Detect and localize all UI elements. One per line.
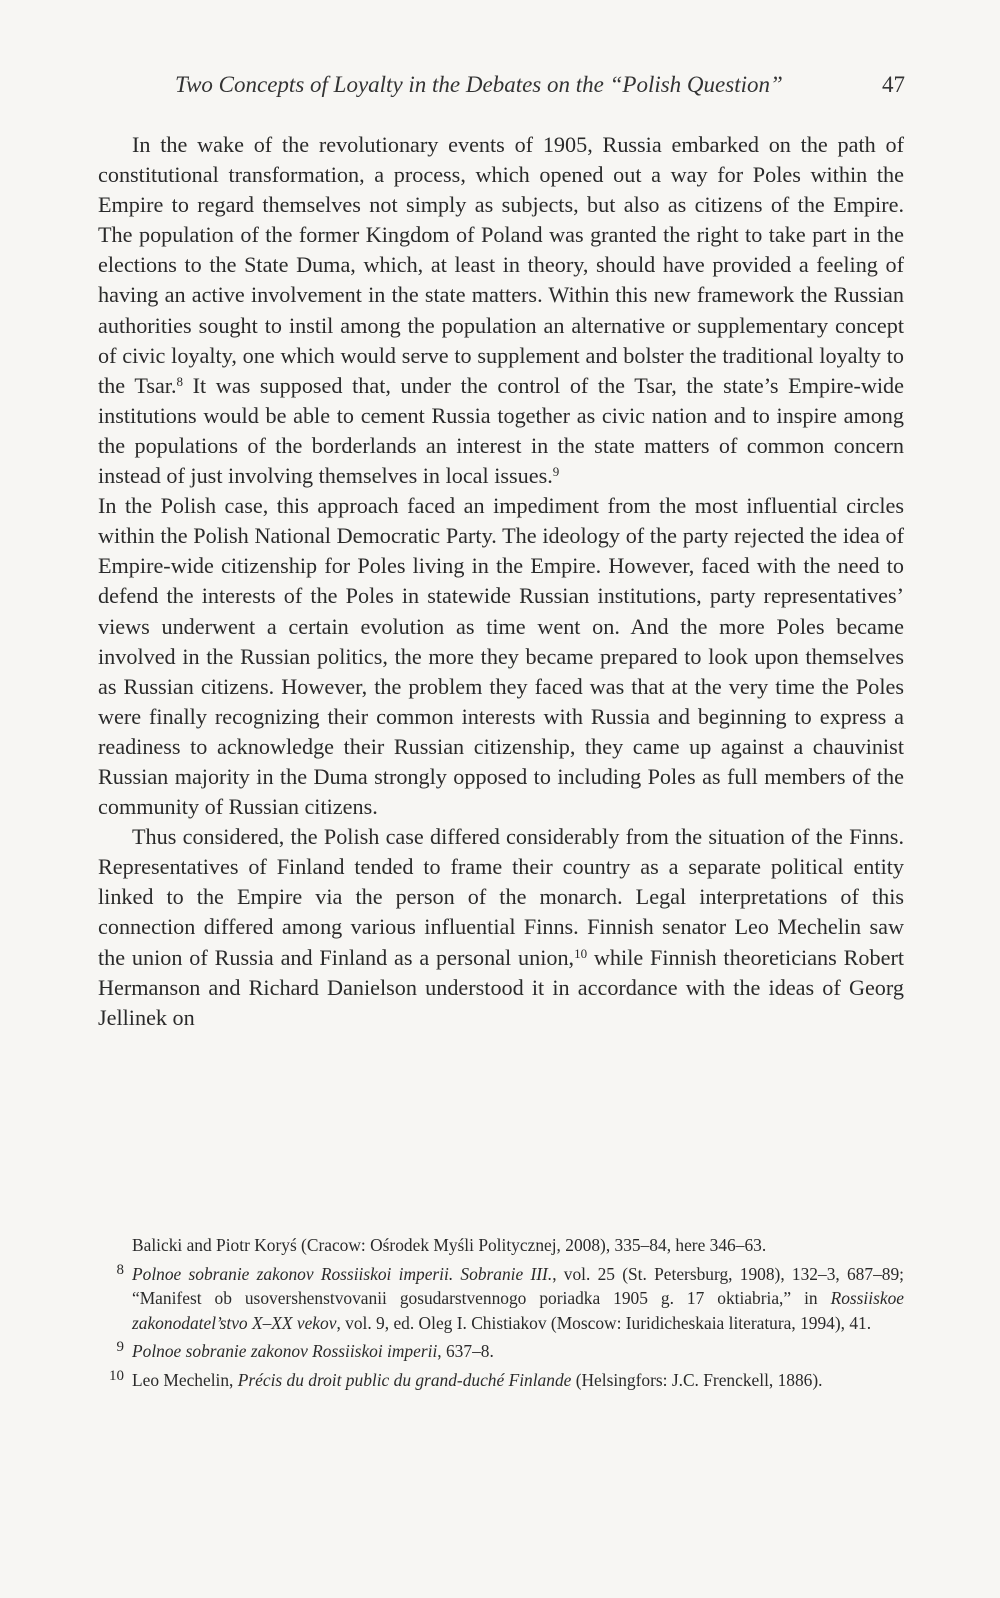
- footnote-number: 9: [116, 1339, 124, 1355]
- page-number: 47: [882, 72, 905, 97]
- running-title: Two Concepts of Loyalty in the Debates on the “Polish Question”: [175, 72, 783, 97]
- running-header: [175, 72, 905, 102]
- footnote-9: 9 Polnoe sobranie zakonov Rossiiskoi imperii, 637–8.: [98, 1339, 904, 1364]
- footnotes: [98, 1233, 904, 1396]
- footnote-ref-10[interactable]: 10: [574, 945, 588, 961]
- footnote-ref-9[interactable]: 9: [552, 464, 560, 480]
- footnote-10: 10 Leo Mechelin, Précis du droit public du grand-duché Finlande (Helsingfors: J.C. Frenckell, 1886).: [98, 1368, 904, 1393]
- paragraph-1: In the wake of the revolutionary events of 1905, Russia embarked on the path of constitutional transformation, a process, which opened out a way for Poles within the Empire to regard themselves not simply as subjects, but also as citizens of the Empire. The population of the former Kingdom of Poland was granted the right to take part in the elections to the State Duma, which, at least in theory, should have provided a feeling of having an active involvement in the state matters. Within this new framework the Russian authorities sought to instil among the population an alternative or supplementary concept of civic loyalty, one which would serve to supplement and bolster the traditional loyalty to the Tsar.$^8$ It was supposed that, under the control of the Tsar, the state’s Empire-wide institutions would be able to cement Russia together as civic nation and to inspire among the populations of the borderlands an interest in the state matters of common concern instead of just involving themselves in local issues.$^9$: [98, 132, 904, 489]
- paragraph-3: Thus considered, the Polish case differed considerably from the situation of the Finns. Representatives of Finland tended to frame their country as a separate political entity linked to the Empire via the person of the monarch. Legal interpretations of this connection differed among various influential Finns. Finnish senator Leo Mechelin saw the union of Russia and Finland as a personal union,$^{10}$ while Finnish theoreticians Robert Hermanson and Richard Danielson understood it in accordance with the ideas of Georg Jellinek on: [98, 824, 904, 1030]
- footnote-continued: Balicki and Piotr Koryś (Cracow: Ośrodek Myśli Politycznej, 2008), 335–84, here 346–63.: [132, 1235, 767, 1255]
- footnote-number: 10: [109, 1367, 124, 1384]
- footnote-8: 8 Polnoe sobranie zakonov Rossiiskoi imperii. Sobranie III., vol. 25 (St. Petersburg, 1908), 132–3, 687–89; “Manifest ob usovershenstvovanii gosudarstvennogo poriadka 1905 g. 17 oktiabria,” in Rossiiskoe zakonodatel’stvo X–XX vekov, vol. 9, ed. Oleg I. Chistiakov (Moscow: Iuridicheskaia literatura, 1994), 41.: [98, 1262, 904, 1336]
- paragraph-2: In the Polish case, this approach faced an impediment from the most influential circles within the Polish National Democratic Party. The ideology of the party rejected the idea of Empire-wide citizenship for Poles living in the Empire. However, faced with the need to defend the interests of the Poles in statewide Russian institutions, party representatives’ views underwent a certain evolution as time went on. And the more Poles became involved in the Russian politics, the more they became prepared to look upon themselves as Russian citizens. However, the problem they faced was that at the very time the Poles were finally recognizing their common interests with Russia and beginning to express a readiness to acknowledge their Russian citizenship, they came up against a chauvinist Russian majority in the Duma strongly opposed to including Poles as full members of the community of Russian citizens.: [98, 493, 904, 820]
- main-text: [98, 130, 904, 1033]
- footnote-number: 8: [116, 1261, 124, 1278]
- footnote-ref-8[interactable]: 8: [176, 373, 184, 389]
